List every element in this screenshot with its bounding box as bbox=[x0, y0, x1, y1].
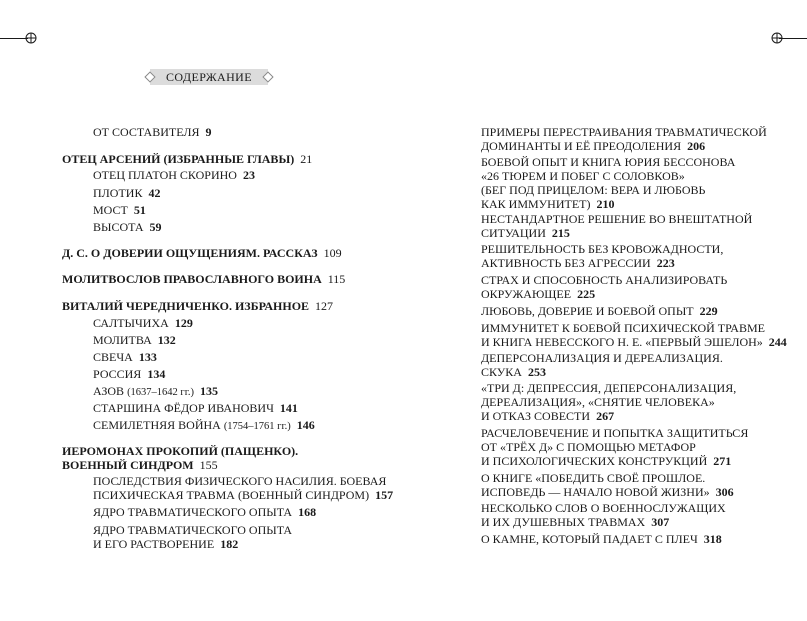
toc-entry[interactable] bbox=[93, 474, 393, 502]
entry-title-line: ПСИХИЧЕСКАЯ ТРАВМА (ВОЕННЫЙ СИНДРОМ) bbox=[93, 488, 370, 502]
toc-entry[interactable] bbox=[93, 220, 162, 234]
entry-title-line: ИСПОВЕДЬ — НАЧАЛО НОВОЙ ЖИЗНИ» bbox=[481, 485, 710, 499]
section-title: ОТЕЦ АРСЕНИЙ (ИЗБРАННЫЕ ГЛАВЫ) bbox=[62, 152, 295, 166]
page-number: 134 bbox=[147, 367, 166, 381]
entry-title: ЛЮБОВЬ, ДОВЕРИЕ И БОЕВОЙ ОПЫТ bbox=[481, 304, 694, 318]
section-title: ВИТАЛИЙ ЧЕРЕДНИЧЕНКО. ИЗБРАННОЕ bbox=[62, 299, 310, 313]
page-number: 42 bbox=[148, 186, 161, 200]
toc-entry[interactable] bbox=[481, 532, 722, 546]
entry-title-line: ОКРУЖАЮЩЕЕ bbox=[481, 287, 572, 301]
page-number: 133 bbox=[138, 350, 157, 364]
toc-entry[interactable] bbox=[481, 212, 752, 240]
page-number: 168 bbox=[298, 505, 317, 519]
section-title: Д. С. О ДОВЕРИИ ОЩУЩЕНИЯМ. РАССКАЗ bbox=[62, 246, 318, 260]
top-rule-left bbox=[0, 38, 28, 39]
page-number: 244 bbox=[768, 335, 787, 349]
page-number: 51 bbox=[133, 203, 146, 217]
entry-title-line: РАСЧЕЛОВЕЧЕНИЕ И ПОПЫТКА ЗАЩИТИТЬСЯ bbox=[481, 426, 749, 440]
entry-title: ЯДРО ТРАВМАТИЧЕСКОГО ОПЫТА bbox=[93, 505, 293, 519]
page-number: 307 bbox=[651, 515, 670, 529]
entry-title: АЗОВ bbox=[93, 384, 125, 398]
page-number: 182 bbox=[220, 537, 239, 551]
page-number: 157 bbox=[375, 488, 394, 502]
entry-title-line: ПОСЛЕДСТВИЯ ФИЗИЧЕСКОГО НАСИЛИЯ. БОЕВАЯ bbox=[93, 474, 387, 488]
entry-title-line: ДЕПЕРСОНАЛИЗАЦИЯ И ДЕРЕАЛИЗАЦИЯ. bbox=[481, 351, 723, 365]
page-number: 271 bbox=[713, 454, 732, 468]
entry-title-line: ПРИМЕРЫ ПЕРЕСТРАИВАНИЯ ТРАВМАТИЧЕСКОЙ bbox=[481, 125, 767, 139]
page-number: 115 bbox=[327, 272, 346, 286]
page-number: 155 bbox=[199, 458, 218, 472]
entry-title-line: «ТРИ Д: ДЕПРЕССИЯ, ДЕПЕРСОНАЛИЗАЦИЯ, bbox=[481, 381, 737, 395]
toc-entry[interactable] bbox=[93, 333, 176, 347]
entry-title-line: И ИХ ДУШЕВНЫХ ТРАВМАХ bbox=[481, 515, 646, 529]
toc-entry[interactable] bbox=[93, 401, 298, 415]
entry-years: (1754–1761 гг.) bbox=[223, 421, 291, 432]
toc-entry[interactable] bbox=[481, 351, 723, 379]
toc-heading: СОДЕРЖАНИЕ bbox=[150, 69, 268, 85]
page-number: 127 bbox=[315, 299, 334, 313]
page-number: 206 bbox=[687, 139, 706, 153]
toc-entry[interactable] bbox=[93, 316, 193, 330]
toc-entry[interactable] bbox=[93, 168, 255, 182]
toc-section[interactable] bbox=[62, 444, 298, 472]
page-number: 135 bbox=[200, 384, 218, 398]
entry-title: СТАРШИНА ФЁДОР ИВАНОВИЧ bbox=[93, 401, 274, 415]
toc-entry[interactable] bbox=[93, 203, 146, 217]
page-number: 225 bbox=[577, 287, 596, 301]
entry-years: (1637–1642 гг.) bbox=[127, 387, 194, 398]
page-number: 306 bbox=[715, 485, 734, 499]
page-number: 109 bbox=[323, 246, 342, 260]
entry-title: СЕМИЛЕТНЯЯ ВОЙНА bbox=[93, 418, 221, 432]
page-number: 215 bbox=[551, 226, 570, 240]
entry-title: ОТ СОСТАВИТЕЛЯ bbox=[93, 125, 200, 139]
toc-entry[interactable] bbox=[481, 242, 723, 270]
page-number: 141 bbox=[279, 401, 298, 415]
ornament-left-icon bbox=[25, 32, 37, 44]
section-title-line: ИЕРОМОНАХ ПРОКОПИЙ (ПАЩЕНКО). bbox=[62, 444, 299, 458]
entry-title-line: ДОМИНАНТЫ И ЕЁ ПРЕОДОЛЕНИЯ bbox=[481, 139, 682, 153]
entry-title-line: И КНИГА НЕВЕССКОГО Н. Е. «ПЕРВЫЙ ЭШЕЛОН» bbox=[481, 335, 763, 349]
page-number: 21 bbox=[300, 152, 313, 166]
toc-entry[interactable] bbox=[481, 321, 787, 349]
toc-entry[interactable] bbox=[481, 304, 718, 318]
entry-title-line: СТРАХ И СПОСОБНОСТЬ АНАЛИЗИРОВАТЬ bbox=[481, 273, 728, 287]
entry-title-line: КАК ИММУНИТЕТ) bbox=[481, 197, 591, 211]
entry-title-line: НЕСКОЛЬКО СЛОВ О ВОЕННОСЛУЖАЩИХ bbox=[481, 501, 726, 515]
page-number: 132 bbox=[157, 333, 176, 347]
toc-entry[interactable] bbox=[93, 367, 165, 381]
entry-title: РОССИЯ bbox=[93, 367, 142, 381]
entry-title-line: О КНИГЕ «ПОБЕДИТЬ СВОЁ ПРОШЛОЕ. bbox=[481, 471, 706, 485]
entry-title: ПЛОТИК bbox=[93, 186, 143, 200]
section-title-line: ВОЕННЫЙ СИНДРОМ bbox=[62, 458, 194, 472]
entry-title: МОЛИТВА bbox=[93, 333, 152, 347]
entry-title-line: АКТИВНОСТЬ БЕЗ АГРЕССИИ bbox=[481, 256, 651, 270]
ornament-right-icon bbox=[771, 32, 783, 44]
toc-entry[interactable] bbox=[93, 186, 160, 200]
toc-entry[interactable] bbox=[481, 381, 736, 423]
page-number: 253 bbox=[527, 365, 546, 379]
toc-section[interactable] bbox=[62, 299, 333, 313]
page-number: 9 bbox=[205, 125, 212, 139]
toc-entry[interactable] bbox=[93, 505, 316, 519]
entry-title: О КАМНЕ, КОТОРЫЙ ПАДАЕТ С ПЛЕЧ bbox=[481, 532, 698, 546]
entry-title-line: ДЕРЕАЛИЗАЦИЯ», «СНЯТИЕ ЧЕЛОВЕКА» bbox=[481, 395, 715, 409]
page-number: 146 bbox=[296, 418, 315, 432]
entry-title-line: СИТУАЦИИ bbox=[481, 226, 546, 240]
entry-title: ОТЕЦ ПЛАТОН СКОРИНО bbox=[93, 168, 237, 182]
toc-section[interactable] bbox=[62, 152, 312, 166]
entry-title-line: И ЕГО РАСТВОРЕНИЕ bbox=[93, 537, 215, 551]
entry-title-line: И ПСИХОЛОГИЧЕСКИХ КОНСТРУКЦИЙ bbox=[481, 454, 708, 468]
entry-title: МОСТ bbox=[93, 203, 128, 217]
toc-entry[interactable] bbox=[481, 471, 734, 499]
toc-entry[interactable] bbox=[93, 384, 218, 400]
page-number: 267 bbox=[596, 409, 615, 423]
page-number: 129 bbox=[174, 316, 193, 330]
toc-section[interactable] bbox=[62, 272, 345, 286]
entry-title-line: «26 ТЮРЕМ И ПОБЕГ С СОЛОВКОВ» bbox=[481, 169, 685, 183]
page-number: 59 bbox=[149, 220, 162, 234]
entry-title: ВЫСОТА bbox=[93, 220, 144, 234]
toc-entry[interactable] bbox=[93, 418, 315, 434]
toc-entry[interactable] bbox=[481, 426, 748, 468]
toc-section[interactable] bbox=[62, 246, 342, 260]
page-number: 318 bbox=[703, 532, 722, 546]
entry-title-line: (БЕГ ПОД ПРИЦЕЛОМ: ВЕРА И ЛЮБОВЬ bbox=[481, 183, 706, 197]
entry-title-line: РЕШИТЕЛЬНОСТЬ БЕЗ КРОВОЖАДНОСТИ, bbox=[481, 242, 724, 256]
page-number: 210 bbox=[596, 197, 615, 211]
entry-title-line: И ОТКАЗ СОВЕСТИ bbox=[481, 409, 591, 423]
toc-entry[interactable] bbox=[481, 273, 727, 301]
entry-title: СВЕЧА bbox=[93, 350, 133, 364]
entry-title-line: СКУКА bbox=[481, 365, 522, 379]
entry-title: САЛТЫЧИХА bbox=[93, 316, 169, 330]
entry-title-line: БОЕВОЙ ОПЫТ И КНИГА ЮРИЯ БЕССОНОВА bbox=[481, 155, 736, 169]
entry-title-line: НЕСТАНДАРТНОЕ РЕШЕНИЕ ВО ВНЕШТАТНОЙ bbox=[481, 212, 753, 226]
toc-entry[interactable] bbox=[93, 523, 292, 551]
toc-entry[interactable] bbox=[93, 125, 212, 139]
page-number: 223 bbox=[656, 256, 675, 270]
toc-entry[interactable] bbox=[93, 350, 157, 364]
page-number: 23 bbox=[242, 168, 255, 182]
toc-entry[interactable] bbox=[481, 501, 726, 529]
toc-entry[interactable] bbox=[481, 155, 735, 211]
top-rule-right bbox=[779, 38, 807, 39]
entry-title-line: ОТ «ТРЁХ Д» С ПОМОЩЬЮ МЕТАФОР bbox=[481, 440, 696, 454]
page-number: 229 bbox=[699, 304, 718, 318]
toc-entry[interactable] bbox=[481, 125, 767, 153]
entry-title-line: ИММУНИТЕТ К БОЕВОЙ ПСИХИЧЕСКОЙ ТРАВМЕ bbox=[481, 321, 765, 335]
entry-title-line: ЯДРО ТРАВМАТИЧЕСКОГО ОПЫТА bbox=[93, 523, 293, 537]
section-title: МОЛИТВОСЛОВ ПРАВОСЛАВНОГО ВОИНА bbox=[62, 272, 322, 286]
